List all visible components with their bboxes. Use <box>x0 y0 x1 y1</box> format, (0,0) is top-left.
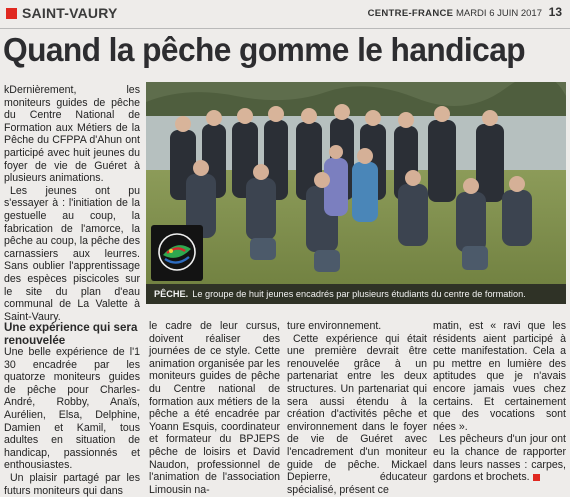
moniteur-guide-peche-logo <box>151 225 203 281</box>
lead-paragraph: kDernièrement, les moniteurs guides de pêche du Centre National de Formation aux Métiers de la Pêche du CFPPA d'Ahun ont participé avec huit jeunes du foyer de vie de Guéret à plusieurs animations. <box>4 84 140 185</box>
closing-text: Les pêcheurs d'un jour ont eu la chance de rapporter dans leurs nasses : carpes, gardons et brochets. <box>433 433 566 484</box>
page-header <box>0 0 570 29</box>
group-photo <box>146 82 566 304</box>
photo-caption <box>146 284 566 304</box>
body-paragraph: Cette expérience qui était une première devrait être renouvelée grâce à un partenariat entre les deux structures. Un partenariat qui sera aussi étendu à la création d'activités pêche et environnement dans le foyer de vie de Guéret avec l'encadrement d'un moniteur guide de pêche. Mickael Depierre, éducateur spécialisé, présent ce <box>287 332 427 496</box>
article-end-marker <box>533 474 540 481</box>
body-paragraph <box>433 433 566 483</box>
page-number: 13 <box>548 5 562 19</box>
text-column-2 <box>149 320 280 496</box>
publication-info <box>368 5 562 19</box>
article-lead <box>4 84 140 323</box>
caption-tag: PÊCHE. <box>154 289 189 299</box>
section-marker <box>6 8 17 19</box>
article-subheading: Une expérience qui sera renouvelée <box>4 321 138 347</box>
article-headline: Quand la pêche gomme le handicap <box>3 31 526 68</box>
body-paragraph: matin, est « ravi que les résidents aient participé à cette manifestation. Cela a pu mettre en lumière des aptitudes que je n'avais encore jamais vues chez certains. Et certainement que des vocations sont nées ». <box>433 320 566 433</box>
caption-text: Le groupe de huit jeunes encadrés par plusieurs étudiants du centre de formation. <box>192 289 526 299</box>
text-column-4 <box>433 320 566 484</box>
section-title: SAINT-VAURY <box>22 5 118 21</box>
text-column-1 <box>4 346 140 497</box>
body-paragraph: Un plaisir partagé par les futurs moniteurs qui dans <box>4 471 140 497</box>
text-column-3 <box>287 320 427 496</box>
body-paragraph: ture environnement. <box>287 320 382 332</box>
lead-paragraph: Les jeunes ont pu s'essayer à : l'initiation de la gestuelle au coup, la fabrication de l'amorce, la pêche au coup, la pêche des carnassiers aux leurres. Sans oublier l'apprentissage des espèces piscicoles sur le site du plan d'eau communal de La Valette à Saint-Vaury. <box>4 184 140 323</box>
photo-illustration <box>146 82 566 304</box>
body-paragraph: Une belle expérience de l'1 30 encadrée par les quatorze moniteurs guides de pêche pour Charles-André, Robby, Anaïs, Aurélien, Elsa, Delphine, Damien et Kamil, tous adultes en situation de handicap, passionnés et enthousiastes. <box>4 346 140 472</box>
newspaper-name: CENTRE-FRANCE <box>367 8 454 19</box>
logo-emblem <box>151 225 203 281</box>
body-paragraph: le cadre de leur cursus, doivent réaliser des journées de ce style. Cette animation organisée par les moniteurs guides de pêche du Centre national de formation aux métiers de la pêche a été encadrée par Yoann Esquis, coordinateur et formateur du BPJEPS pêche de loisirs et David Naudon, professionnel de l'animation de l'association Limousin na- <box>149 320 280 496</box>
issue-date: MARDI 6 JUIN 2017 <box>455 8 542 19</box>
